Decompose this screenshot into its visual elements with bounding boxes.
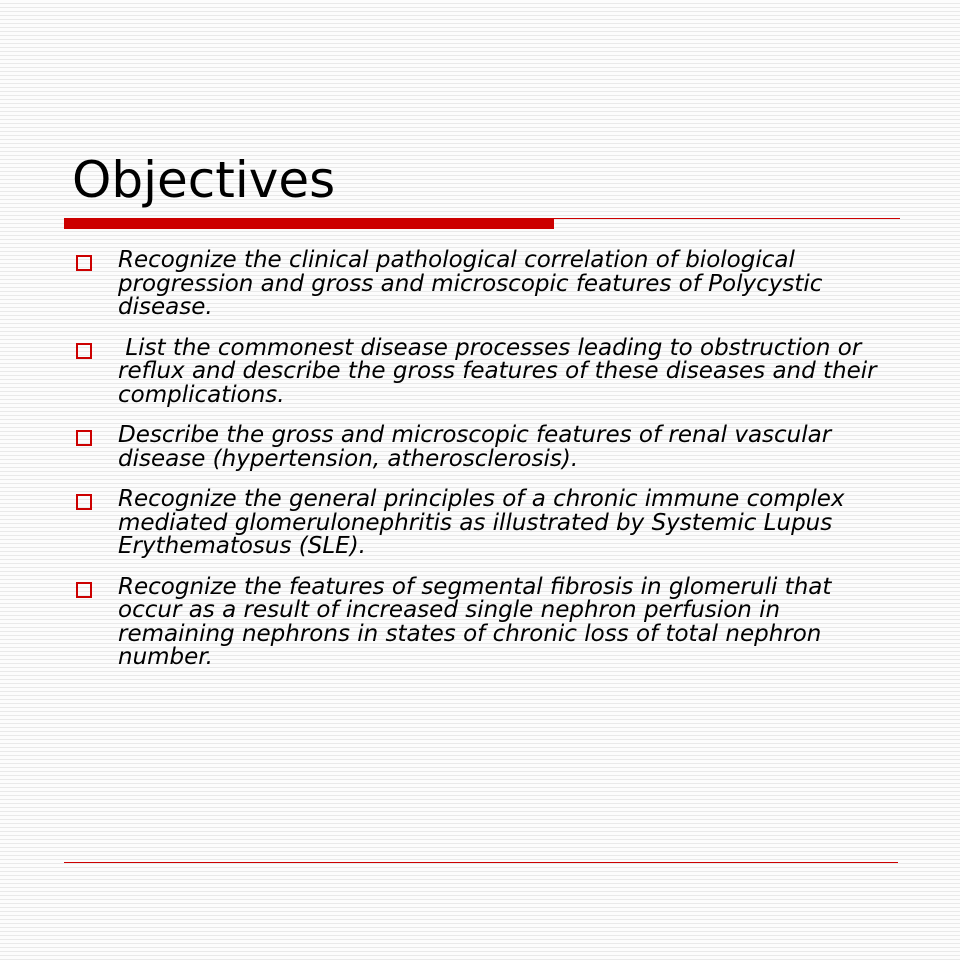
objective-item xyxy=(72,573,902,670)
slide-title: Objectives xyxy=(72,151,336,209)
objective-text: Recognize the general principles of a chronic immune complex mediated glomerulonephritis as illustrated by Systemic Lupus Erythematosus (SLE). xyxy=(118,486,852,559)
objectives-list xyxy=(72,249,902,687)
hollow-square-bullet-icon xyxy=(76,494,92,510)
title-underline-thin xyxy=(554,218,900,219)
objective-text: Describe the gross and microscopic features of renal vascular disease (hypertension, atherosclerosis). xyxy=(118,422,839,472)
hollow-square-bullet-icon xyxy=(76,343,92,359)
hollow-square-bullet-icon xyxy=(76,255,92,271)
objective-text: List the commonest disease processes leading to obstruction or reflux and describe the gross features of these diseases and their complications. xyxy=(118,334,884,408)
objective-item xyxy=(72,424,902,471)
hollow-square-bullet-icon xyxy=(76,430,92,446)
objective-text: Recognize the features of segmental fibrosis in glomeruli that occur as a result of increased single nephron perfusion in remaining nephrons in states of chronic loss of total nephron number. xyxy=(118,573,839,670)
hollow-square-bullet-icon xyxy=(76,582,92,598)
title-underline-thick xyxy=(64,218,554,229)
footer-rule xyxy=(64,862,898,863)
objective-item xyxy=(72,249,902,320)
objective-text: Recognize the clinical pathological correlation of biological progression and gross and microscopic features of Polycystic disease. xyxy=(118,247,830,320)
objective-item xyxy=(72,488,902,559)
objective-item xyxy=(72,334,902,408)
